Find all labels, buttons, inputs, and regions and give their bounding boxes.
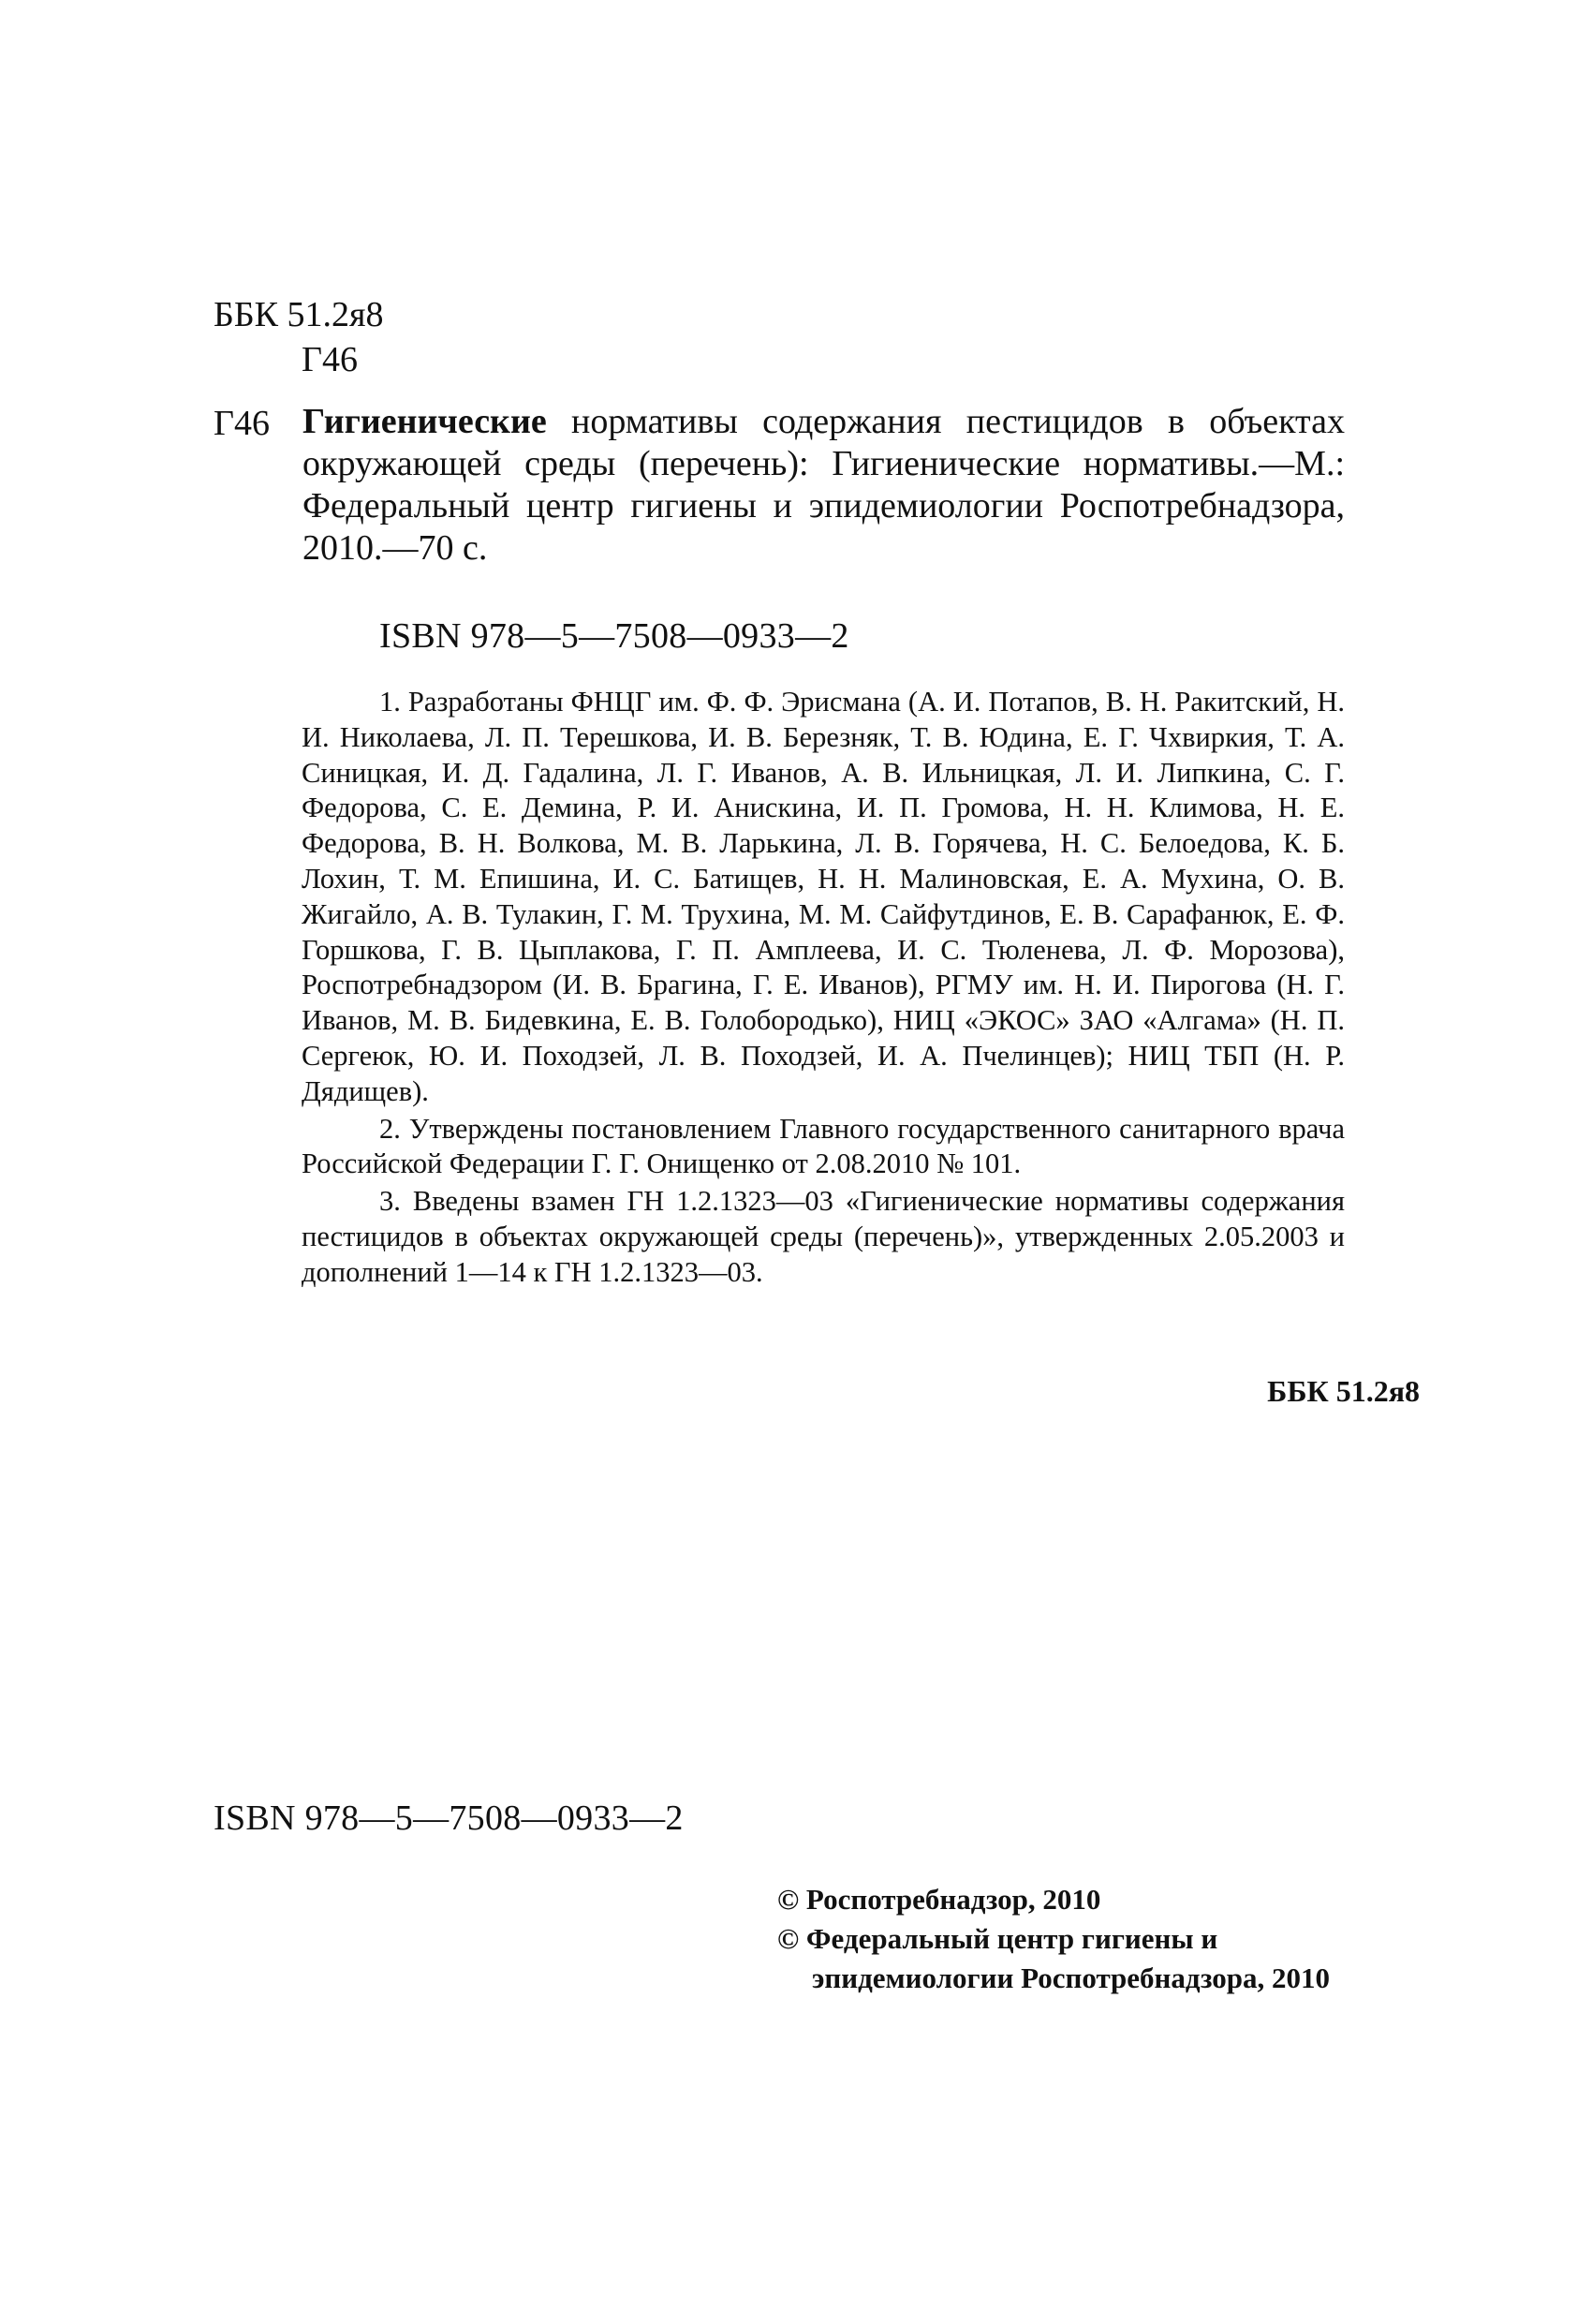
entry-author-mark: Г46 [214, 404, 270, 443]
copyright-line-1: © Роспотребнадзор, 2010 [777, 1883, 1101, 1916]
bibliographic-description [302, 401, 1345, 570]
isbn-bottom: ISBN 978—5—7508—0933—2 [214, 1799, 684, 1838]
note-replacement: 3. Введены взамен ГН 1.2.1323—03 «Гигиенические нормативы содержания пестицидов в объектах окружающей среды (перечень)», утвержденных 2.05.2003 и дополнений 1—14 к ГН 1.2.1323—03. [302, 1185, 1345, 1288]
note-developers: 1. Разработаны ФНЦГ им. Ф. Ф. Эрисмана (А. И. Потапов, В. Н. Ракитский, Н. И. Николаева, Л. П. Терешкова, И. В. Березняк, Т. В. Юдина, Е. Г. Чхвиркия, Т. А. Синицкая, И. Д. Гадалина, Л. Г. Иванов, А. В. Ильницкая, Л. И. Липкина, С. Г. Федорова, С. Е. Демина, Р. И. Анискина, И. П. Громова, Н. Н. Климова, Н. Е. Федорова, В. Н. Волкова, М. В. Ларькина, Л. В. Горячева, Н. С. Белоедова, К. Б. Лохин, Т. М. Епишина, И. С. Батищев, Н. Н. Малиновская, Е. А. Мухина, О. В. Жигайло, А. В. Тулакин, Г. М. Трухина, М. М. Сайфутдинов, Е. В. Сарафанюк, Е. Ф. Горшкова, Г. В. Цыплакова, Г. П. Амплеева, И. С. Тюленева, Л. Ф. Морозова), Роспотребнадзором (И. В. Брагина, Г. Е. Иванов), РГМУ им. Н. И. Пирогова (Н. Г. Иванов, М. В. Бидевкина, Е. В. Голобородько), НИЦ «ЭКОС» ЗАО «Алгама» (Н. П. Сергеюк, Ю. И. Походзей, Л. В. Походзей, И. А. Пчелинцев); НИЦ ТБП (Н. Р. Дядищев). [302, 686, 1345, 1107]
copyright-block [777, 1880, 1330, 1998]
copyright-line-2: © Федеральный центр гигиены и [777, 1922, 1218, 1955]
bbk-code: ББК 51.2я8 [214, 295, 384, 334]
author-mark: Г46 [302, 340, 358, 379]
note-approval: 2. Утверждены постановлением Главного государственного санитарного врача Российской Федерации Г. Г. Онищенко от 2.08.2010 № 101. [302, 1112, 1345, 1180]
entry-title: Гигиенические [302, 402, 547, 441]
notes-block [302, 685, 1345, 1291]
copyright-line-3: эпидемиологии Роспотребнадзора, 2010 [812, 1961, 1330, 1994]
bbk-code-right: ББК 51.2я8 [1267, 1374, 1420, 1408]
isbn-main: ISBN 978—5—7508—0933—2 [379, 616, 849, 656]
entry-description: нормативы содержания пестицидов в объектах окружающей среды (перечень): Гигиенические нормативы.—М.: Федеральный центр гигиены и эпидемиологии Роспотребнадзора, 2010.—70 с. [302, 402, 1345, 568]
